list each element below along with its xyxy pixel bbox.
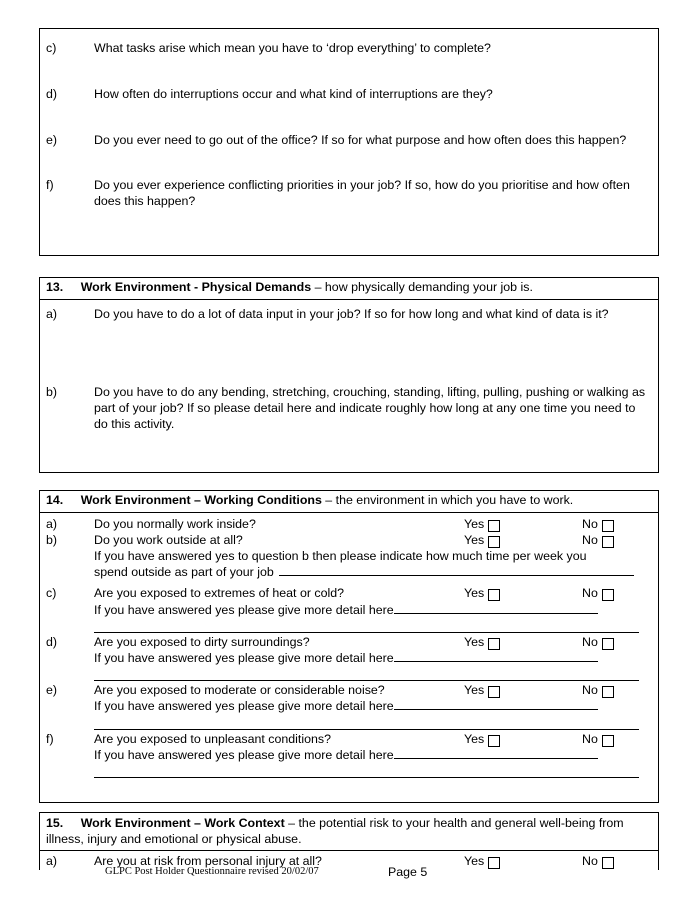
fill-in-rule-c1[interactable] bbox=[394, 603, 598, 614]
question-row bbox=[46, 86, 652, 102]
question-row bbox=[46, 384, 652, 433]
footer-page-number: Page 5 bbox=[388, 865, 428, 879]
question-text: Are you exposed to moderate or considerable noise? bbox=[94, 683, 385, 698]
section-14-header bbox=[40, 491, 658, 513]
question-row-e bbox=[46, 682, 652, 698]
yes-label: Yes bbox=[464, 586, 485, 601]
section-number: 15. bbox=[46, 816, 64, 830]
question-letter: f) bbox=[46, 177, 54, 192]
no-checkbox[interactable] bbox=[602, 686, 614, 698]
answer-option-no[interactable] bbox=[582, 585, 614, 601]
question-row-b bbox=[46, 532, 652, 548]
detail-prompt-row-c bbox=[46, 602, 652, 618]
section-description: the environment in which you have to work. bbox=[335, 493, 574, 507]
question-text: Do you have to do any bending, stretching, crouching, standing, lifting, pulling, pushing or walking as part of your job? If so please detail here and indicate roughly how long at any one time you need to do this activity. bbox=[94, 384, 646, 432]
no-label: No bbox=[582, 634, 598, 649]
question-letter: d) bbox=[46, 634, 58, 649]
question-row-a bbox=[46, 516, 652, 532]
question-letter: a) bbox=[46, 516, 58, 531]
yes-checkbox[interactable] bbox=[488, 735, 500, 747]
answer-option-yes[interactable] bbox=[464, 682, 500, 698]
yes-checkbox[interactable] bbox=[488, 686, 500, 698]
no-checkbox[interactable] bbox=[602, 589, 614, 601]
fill-in-rule-e2[interactable] bbox=[94, 729, 639, 730]
detail-prompt: If you have answered yes please give more detail here bbox=[94, 602, 394, 617]
no-label: No bbox=[582, 731, 598, 746]
no-checkbox[interactable] bbox=[602, 536, 614, 548]
question-row bbox=[46, 306, 652, 322]
detail-prompt-row-d bbox=[46, 650, 652, 666]
section-13-header bbox=[40, 278, 658, 300]
detail-prompt: If you have answered yes please give more detail here bbox=[94, 650, 394, 665]
section-number: 13. bbox=[46, 280, 64, 294]
note-text: spend outside as part of your job bbox=[94, 565, 274, 580]
question-text: Do you ever experience conflicting priorities in your job? If so, how do you prioritise and how often does this happen? bbox=[94, 177, 630, 208]
section-description: how physically demanding your job is. bbox=[324, 280, 533, 294]
section-description-line1: the potential risk to your health and general well-being bbox=[298, 816, 596, 830]
yes-checkbox[interactable] bbox=[488, 589, 500, 601]
question-row bbox=[46, 40, 652, 56]
question-letter: b) bbox=[46, 532, 58, 547]
yes-checkbox[interactable] bbox=[488, 520, 500, 532]
answer-option-no[interactable] bbox=[582, 731, 614, 747]
answer-option-yes[interactable] bbox=[464, 532, 500, 548]
no-label: No bbox=[582, 586, 598, 601]
question-row-f bbox=[46, 731, 652, 747]
answer-option-no[interactable] bbox=[582, 634, 614, 650]
continued-questions-box bbox=[39, 28, 659, 256]
question-row-d bbox=[46, 634, 652, 650]
question-text: Are you at risk from personal injury at all? bbox=[94, 854, 322, 868]
question-row bbox=[46, 177, 652, 209]
question-letter: e) bbox=[46, 683, 58, 698]
fill-in-rule-d2[interactable] bbox=[94, 680, 639, 681]
fill-in-rule-b[interactable] bbox=[279, 566, 634, 577]
answer-option-yes[interactable] bbox=[464, 516, 500, 532]
question-letter: a) bbox=[46, 854, 58, 868]
section-number: 14. bbox=[46, 493, 64, 507]
question-letter: c) bbox=[46, 41, 57, 55]
fill-in-rule-e1[interactable] bbox=[394, 700, 598, 711]
question-letter: b) bbox=[46, 384, 58, 399]
question-row bbox=[46, 132, 652, 148]
fill-in-rule-d1[interactable] bbox=[394, 651, 598, 662]
note-text: If you have answered yes to question b then please indicate how much time per week you bbox=[94, 548, 587, 563]
answer-option-yes[interactable] bbox=[464, 731, 500, 747]
question-letter: e) bbox=[46, 133, 58, 148]
no-checkbox[interactable] bbox=[602, 520, 614, 532]
no-checkbox[interactable] bbox=[602, 735, 614, 747]
question-text: Are you exposed to dirty surroundings? bbox=[94, 634, 310, 649]
detail-prompt-row-e bbox=[46, 698, 652, 714]
question-letter: c) bbox=[46, 586, 57, 601]
fill-in-rule-f1[interactable] bbox=[394, 748, 598, 759]
fill-in-rule-c2[interactable] bbox=[94, 632, 639, 633]
section-description-line2: from illness, injury and emotional or physical abuse. bbox=[46, 816, 624, 846]
yes-checkbox[interactable] bbox=[488, 536, 500, 548]
no-label: No bbox=[582, 854, 598, 868]
yes-label: Yes bbox=[464, 731, 485, 746]
question-text: Do you work outside at all? bbox=[94, 532, 243, 547]
answer-option-yes[interactable] bbox=[464, 634, 500, 650]
no-label: No bbox=[582, 683, 598, 698]
detail-prompt: If you have answered yes please give more detail here bbox=[94, 699, 394, 714]
section-15-header bbox=[40, 813, 658, 851]
page-footer bbox=[0, 866, 696, 884]
question-letter: a) bbox=[46, 306, 58, 321]
no-label: No bbox=[582, 516, 598, 531]
section-dash: – bbox=[321, 493, 336, 507]
no-label: No bbox=[582, 532, 598, 547]
detail-prompt: If you have answered yes please give more detail here bbox=[94, 747, 394, 762]
yes-checkbox[interactable] bbox=[488, 638, 500, 650]
question-text: Do you have to do a lot of data input in your job? If so for how long and what kind of data is it? bbox=[94, 306, 609, 321]
question-letter: f) bbox=[46, 731, 54, 746]
question-text: How often do interruptions occur and what kind of interruptions are they? bbox=[94, 87, 493, 102]
question-text: Are you exposed to extremes of heat or cold? bbox=[94, 586, 345, 601]
question-b-note-line2 bbox=[46, 564, 652, 580]
question-row-c bbox=[46, 585, 652, 601]
answer-option-no[interactable] bbox=[582, 682, 614, 698]
section-title: Work Environment – Work Context bbox=[80, 816, 285, 830]
footer-document-label: GLPC Post Holder Questionnaire revised 20/02/07 bbox=[105, 866, 319, 877]
yes-label: Yes bbox=[464, 516, 485, 531]
section-title: Work Environment - Physical Demands bbox=[80, 280, 312, 294]
question-text: Do you ever need to go out of the office? If so for what purpose and how often does this happen? bbox=[94, 133, 627, 148]
question-b-note-line1 bbox=[46, 548, 652, 564]
detail-prompt-row-f bbox=[46, 747, 652, 763]
yes-label: Yes bbox=[464, 634, 485, 649]
question-text: Do you normally work inside? bbox=[94, 516, 256, 531]
yes-label: Yes bbox=[464, 532, 485, 547]
answer-option-no[interactable] bbox=[582, 516, 614, 532]
no-checkbox[interactable] bbox=[602, 638, 614, 650]
section-dash: – bbox=[311, 280, 325, 294]
yes-label: Yes bbox=[464, 854, 485, 868]
fill-in-rule-f2[interactable] bbox=[94, 777, 639, 778]
question-text: Are you exposed to unpleasant conditions? bbox=[94, 731, 331, 746]
question-text: What tasks arise which mean you have to ‘drop everything’ to complete? bbox=[94, 41, 491, 55]
section-15-box bbox=[39, 812, 659, 870]
answer-option-yes[interactable] bbox=[464, 585, 500, 601]
section-dash: – bbox=[284, 816, 299, 830]
section-title: Work Environment – Working Conditions bbox=[80, 493, 322, 507]
section-13-box bbox=[39, 277, 659, 473]
question-letter: d) bbox=[46, 87, 58, 102]
yes-label: Yes bbox=[464, 683, 485, 698]
section-14-box bbox=[39, 490, 659, 803]
answer-option-no[interactable] bbox=[582, 532, 614, 548]
